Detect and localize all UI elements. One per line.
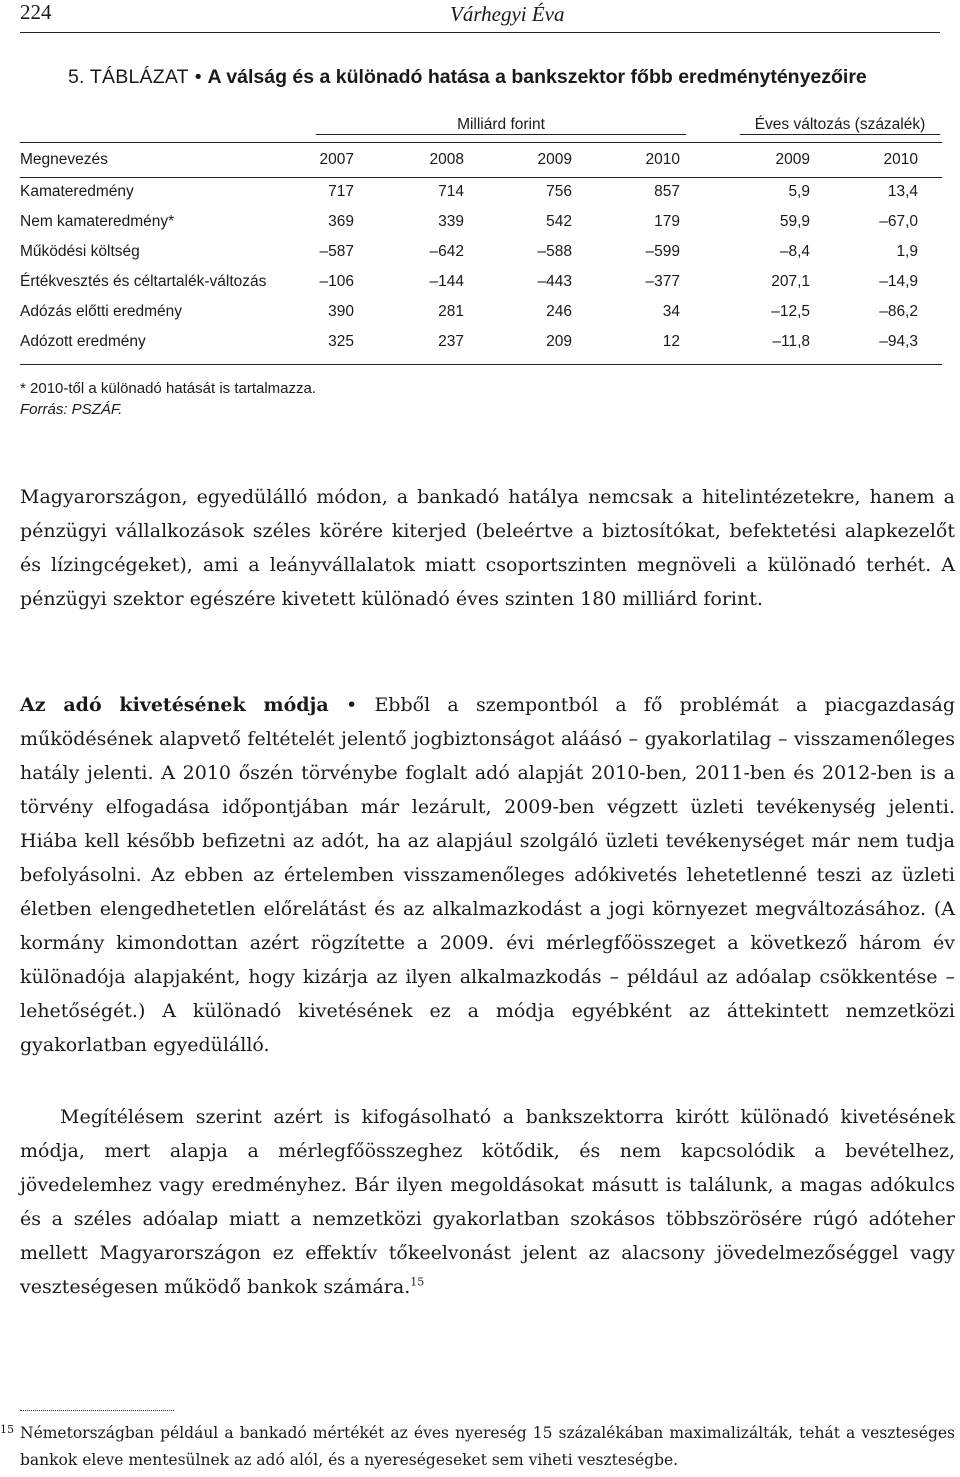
table-footnote: * 2010-től a különadó hatását is tartalmazza. [20,380,317,397]
table-cell: –599 [645,243,680,260]
table-row [20,268,942,298]
table-cell: –377 [645,273,680,290]
table-cell: 12 [662,333,680,350]
group-header-annual-change: Éves változás (százalék) [740,116,940,135]
footnote-text: Németországban például a bankadó mértékét az éves nyereség 15 százalékában maximalizálták, tehát a veszteséges bankok eleve mentesülnek az adó alól, és a nyereségeseket sem viheti veszteségbe. [20,1424,955,1469]
table-cell: Nem kamateredmény* [20,213,175,230]
paragraph-1: Magyarországon, egyedülálló módon, a bankadó hatálya nemcsak a hitelintézetekre, hanem a pénzügyi vállalkozások széles körére kiterjed (beleértve a biztosítókat, befektetési alapkezelőt és lízingcégeket), ami a leányvállalatok miatt csoportszinten megnöveli a különadó terhét. A pénzügyi szektor egészére kivetett különadó éves szinten 180 milliárd forint. [20,486,955,610]
paragraph-3 [20,1100,955,1304]
table-cell: Kamateredmény [20,183,134,200]
table-cell: 369 [328,213,354,230]
table-cell: Működési költség [20,243,140,260]
paragraph-3-text: Megítélésem szerint azért is kifogásolható a bankszektorra kirótt különadó kivetésének módja, mert alapja a mérlegfőösszeghez kötődik, és nem kapcsolódik a bevételhez, jövedelemhez vagy eredményhez. Bár ilyen megoldásokat másutt is találunk, a magas adókulcs és a széles adóalap miatt a nemzetközi gyakorlatban szokásos többszörösére rúgó adóteher mellett Magyarországon ez effektív tőkeelvonást jelent az alacsony jövedelmezőséggel vagy veszteségesen működő bankok számára. [20,1106,955,1298]
page-number: 224 [20,0,52,24]
table-title [68,66,948,89]
table-cell: –94,3 [879,333,918,350]
column-header-row [20,142,942,178]
table-bottom-rule [20,364,942,365]
table-cell: –14,9 [879,273,918,290]
table-label: 5. TÁBLÁZAT [68,66,189,88]
table-row [20,298,942,328]
table-cell: –11,8 [772,333,810,350]
table-cell: –106 [319,273,354,290]
table-cell: 339 [438,213,464,230]
table-cell: 13,4 [887,183,918,200]
table-cell: Adózott eredmény [20,333,146,350]
footnote [0,1420,955,1474]
column-header: 2010 [883,151,918,168]
table-cell: 237 [438,333,464,350]
header-rule [20,32,940,33]
running-title: Várhegyi Éva [450,2,565,26]
table-cell: 207,1 [771,273,810,290]
table-cell: –8,4 [779,243,810,260]
table-cell: 209 [546,333,572,350]
table-cell: –67,0 [879,213,918,230]
footnote-number: 15 [0,1423,14,1436]
footnote-reference[interactable]: 15 [410,1275,425,1289]
table-cell: 542 [546,213,572,230]
table-cell: 390 [328,303,354,320]
results-table [20,112,942,365]
table-cell: 246 [546,303,572,320]
title-bullet: • [194,66,202,88]
table-cell: 717 [328,183,354,200]
table-cell: –443 [537,273,572,290]
table-row [20,208,942,238]
table-cell: 34 [662,303,680,320]
table-cell: –588 [537,243,572,260]
column-header: 2009 [537,151,572,168]
table-cell: –12,5 [771,303,810,320]
table-cell: 857 [654,183,680,200]
table-cell: –86,2 [879,303,918,320]
table-cell: 281 [438,303,464,320]
subhead-bullet: • [345,694,358,716]
table-notes [20,378,316,420]
section-subhead: Az adó kivetésének módja [20,694,329,716]
table-cell: –587 [319,243,354,260]
table-cell: 325 [328,333,354,350]
table-cell: 179 [654,213,680,230]
group-header-row [20,112,942,142]
table-cell: 59,9 [779,213,810,230]
table-row [20,328,942,358]
column-header: 2007 [319,151,354,168]
group-header-billion-huf: Milliárd forint [316,116,686,135]
table-cell: 714 [438,183,464,200]
table-cell: Adózás előtti eredmény [20,303,182,320]
table-cell: –144 [429,273,464,290]
table-row [20,178,942,208]
paragraph-2 [20,688,955,1062]
column-header: Megnevezés [20,151,108,168]
footnote-separator [20,1410,174,1411]
table-cell: 756 [546,183,572,200]
table-cell: 1,9 [896,243,918,260]
table-caption: A válság és a különadó hatása a bankszektor főbb eredménytényezőire [207,66,867,88]
table-cell: –642 [429,243,464,260]
page-header [20,0,940,28]
table-row [20,238,942,268]
column-header: 2010 [645,151,680,168]
column-header: 2008 [429,151,464,168]
table-cell: 5,9 [788,183,810,200]
table-cell: Értékvesztés és céltartalék-változás [20,273,267,290]
column-header: 2009 [775,151,810,168]
paragraph-2-text: Ebből a szempontból a fő problémát a piacgazdaság működésének alapvető feltételét jelentő jogbiztonságot aláásó – gyakorlatilag – visszamenőleges hatály jelenti. A 2010 őszén törvénybe foglalt adó alapját 2010-ben, 2011-ben és 2012-ben is a törvény elfogadása időpontjában már lezárult, 2009-ben végzett üzleti tevékenység jelenti. Hiába kell később befizetni az adót, ha az alapjául szolgáló üzleti tevékenységet már nem tudja befolyásolni. Az ebben az értelemben visszamenőleges adókivetés lehetetlenné teszi az üzleti életben elengedhetetlen előrelátást és az alkalmazkodást a jogi környezet megváltozásához. (A kormány kimondottan azért rögzítette a 2009. évi mérlegfőösszeget a következő három év különadója alapjaként, hogy kizárja az ilyen alkalmazkodás – például az adóalap csökkentése – lehetőségét.) A különadó kivetésének ez a módja egyébként az áttekintett nemzetközi gyakorlatban egyedülálló. [20,694,956,1056]
table-source: Forrás: PSZÁF. [20,401,123,418]
